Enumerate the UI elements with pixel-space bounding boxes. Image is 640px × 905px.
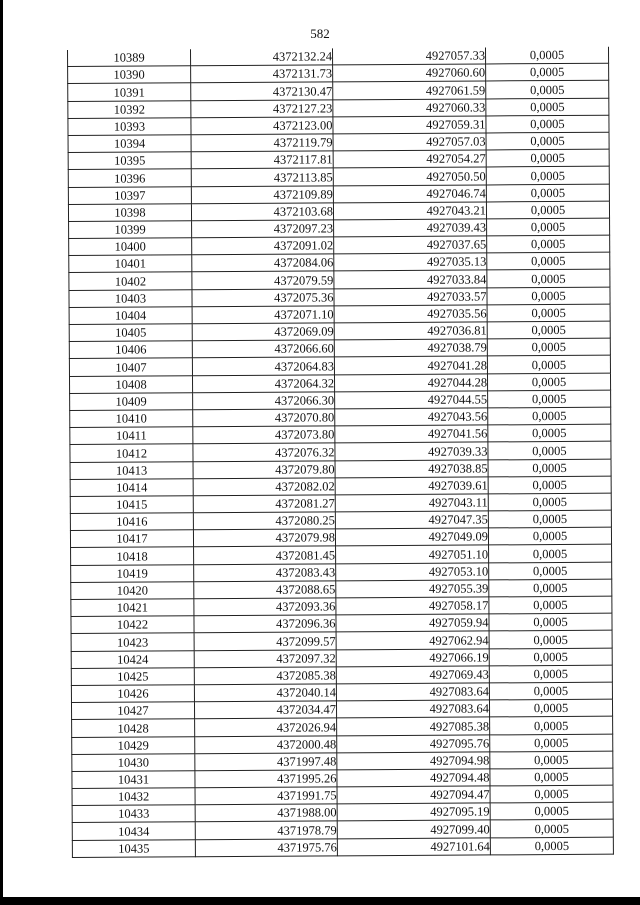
x-coordinate-cell: 4371975.76 [195, 838, 337, 856]
point-number-cell: 10391 [68, 83, 191, 101]
y-coordinate-cell: 4927099.40 [337, 820, 490, 838]
error-cell: 0,0005 [490, 751, 613, 769]
y-coordinate-cell: 4927044.28 [334, 373, 487, 391]
x-coordinate-cell: 4372064.32 [192, 374, 334, 392]
y-coordinate-cell: 4927059.31 [333, 116, 486, 134]
point-number-cell: 10392 [68, 100, 191, 118]
error-cell: 0,0005 [489, 665, 612, 683]
y-coordinate-cell: 4927060.33 [333, 99, 486, 117]
error-cell: 0,0005 [488, 510, 611, 528]
x-coordinate-cell: 4372083.43 [194, 563, 336, 581]
point-number-cell: 10432 [72, 788, 195, 806]
point-number-cell: 10395 [68, 152, 191, 170]
error-cell: 0,0005 [487, 356, 610, 374]
point-number-cell: 10411 [70, 427, 193, 445]
y-coordinate-cell: 4927057.03 [333, 133, 486, 151]
point-number-cell: 10430 [72, 753, 195, 771]
error-cell: 0,0005 [489, 699, 612, 717]
x-coordinate-cell: 4372069.09 [192, 323, 334, 341]
x-coordinate-cell: 4372097.32 [194, 649, 336, 667]
error-cell: 0,0005 [487, 218, 610, 236]
y-coordinate-cell: 4927043.11 [335, 494, 488, 512]
point-number-cell: 10407 [69, 358, 192, 376]
point-number-cell: 10398 [68, 203, 191, 221]
x-coordinate-cell: 4371978.79 [195, 821, 337, 839]
x-coordinate-cell: 4372081.45 [194, 546, 336, 564]
point-number-cell: 10402 [69, 272, 192, 290]
point-number-cell: 10435 [72, 839, 195, 857]
error-cell: 0,0005 [488, 476, 611, 494]
error-cell: 0,0005 [485, 47, 608, 64]
error-cell: 0,0005 [486, 63, 609, 81]
error-cell: 0,0005 [488, 493, 611, 511]
x-coordinate-cell: 4372070.80 [193, 409, 335, 427]
y-coordinate-cell: 4927041.28 [334, 356, 487, 374]
error-cell: 0,0005 [486, 201, 609, 219]
error-cell: 0,0005 [486, 167, 609, 185]
y-coordinate-cell: 4927083.64 [336, 700, 489, 718]
point-number-cell: 10401 [69, 255, 192, 273]
error-cell: 0,0005 [488, 459, 611, 477]
error-cell: 0,0005 [486, 149, 609, 167]
point-number-cell: 10394 [68, 135, 191, 153]
y-coordinate-cell: 4927038.79 [334, 339, 487, 357]
point-number-cell: 10431 [72, 771, 195, 789]
y-coordinate-cell: 4927033.57 [334, 288, 487, 306]
y-coordinate-cell: 4927062.94 [336, 631, 489, 649]
y-coordinate-cell: 4927041.56 [335, 425, 488, 443]
x-coordinate-cell: 4372132.24 [190, 48, 332, 66]
error-cell: 0,0005 [490, 768, 613, 786]
x-coordinate-cell: 4372085.38 [194, 667, 336, 685]
y-coordinate-cell: 4927038.85 [335, 459, 488, 477]
y-coordinate-cell: 4927095.19 [337, 803, 490, 821]
x-coordinate-cell: 4372117.81 [191, 151, 333, 169]
error-cell: 0,0005 [487, 321, 610, 339]
y-coordinate-cell: 4927057.33 [332, 47, 485, 65]
x-coordinate-cell: 4372096.36 [194, 615, 336, 633]
point-number-cell: 10419 [71, 564, 194, 582]
x-coordinate-cell: 4372040.14 [194, 684, 336, 702]
x-coordinate-cell: 4372034.47 [194, 701, 336, 719]
point-number-cell: 10390 [68, 66, 191, 84]
x-coordinate-cell: 4372071.10 [192, 306, 334, 324]
error-cell: 0,0005 [487, 270, 610, 288]
error-cell: 0,0005 [489, 682, 612, 700]
point-number-cell: 10412 [70, 444, 193, 462]
y-coordinate-cell: 4927066.19 [336, 648, 489, 666]
point-number-cell: 10422 [71, 616, 194, 634]
x-coordinate-cell: 4372064.83 [192, 357, 334, 375]
point-number-cell: 10417 [70, 530, 193, 548]
y-coordinate-cell: 4927047.35 [335, 511, 488, 529]
y-coordinate-cell: 4927069.43 [336, 666, 489, 684]
point-number-cell: 10423 [71, 633, 194, 651]
point-number-cell: 10420 [71, 582, 194, 600]
x-coordinate-cell: 4372076.32 [193, 443, 335, 461]
error-cell: 0,0005 [490, 716, 613, 734]
point-number-cell: 10425 [71, 667, 194, 685]
coordinates-table [67, 47, 614, 858]
point-number-cell: 10403 [69, 289, 192, 307]
point-number-cell: 10396 [68, 169, 191, 187]
error-cell: 0,0005 [486, 132, 609, 150]
point-number-cell: 10406 [69, 341, 192, 359]
point-number-cell: 10408 [69, 375, 192, 393]
x-coordinate-cell: 4372084.06 [192, 254, 334, 272]
y-coordinate-cell: 4927039.61 [335, 477, 488, 495]
point-number-cell: 10429 [72, 736, 195, 754]
y-coordinate-cell: 4927094.47 [337, 786, 490, 804]
point-number-cell: 10410 [70, 410, 193, 428]
y-coordinate-cell: 4927035.56 [334, 305, 487, 323]
x-coordinate-cell: 4372097.23 [192, 220, 334, 238]
error-cell: 0,0005 [486, 81, 609, 99]
point-number-cell: 10416 [70, 513, 193, 531]
error-cell: 0,0005 [490, 785, 613, 803]
x-coordinate-cell: 4372130.47 [191, 82, 333, 100]
y-coordinate-cell: 4927043.21 [333, 202, 486, 220]
error-cell: 0,0005 [489, 631, 612, 649]
error-cell: 0,0005 [488, 527, 611, 545]
error-cell: 0,0005 [488, 424, 611, 442]
error-cell: 0,0005 [489, 648, 612, 666]
point-number-cell: 10415 [70, 496, 193, 514]
x-coordinate-cell: 4372093.36 [194, 598, 336, 616]
y-coordinate-cell: 4927053.10 [336, 563, 489, 581]
point-number-cell: 10409 [70, 392, 193, 410]
x-coordinate-cell: 4372082.02 [193, 478, 335, 496]
x-coordinate-cell: 4372079.59 [192, 271, 334, 289]
page-number: 582 [310, 26, 330, 41]
x-coordinate-cell: 4372123.00 [191, 117, 333, 135]
y-coordinate-cell: 4927083.64 [336, 683, 489, 701]
y-coordinate-cell: 4927039.43 [334, 219, 487, 237]
x-coordinate-cell: 4372088.65 [194, 581, 336, 599]
x-coordinate-cell: 4372073.80 [193, 426, 335, 444]
x-coordinate-cell: 4372075.36 [192, 288, 334, 306]
y-coordinate-cell: 4927043.56 [335, 408, 488, 426]
y-coordinate-cell: 4927085.38 [337, 717, 490, 735]
point-number-cell: 10405 [69, 324, 192, 342]
point-number-cell: 10397 [68, 186, 191, 204]
error-cell: 0,0005 [486, 98, 609, 116]
y-coordinate-cell: 4927051.10 [336, 545, 489, 563]
point-number-cell: 10389 [67, 49, 190, 66]
scan-edge-bottom [0, 897, 640, 905]
x-coordinate-cell: 4372079.80 [193, 460, 335, 478]
y-coordinate-cell: 4927044.55 [335, 391, 488, 409]
error-cell: 0,0005 [487, 252, 610, 270]
y-coordinate-cell: 4927050.50 [333, 167, 486, 185]
scan-edge-left [0, 0, 3, 905]
x-coordinate-cell: 4371991.75 [195, 787, 337, 805]
x-coordinate-cell: 4372103.68 [191, 203, 333, 221]
y-coordinate-cell: 4927059.94 [336, 614, 489, 632]
x-coordinate-cell: 4372127.23 [191, 99, 333, 117]
error-cell: 0,0005 [490, 734, 613, 752]
error-cell: 0,0005 [489, 613, 612, 631]
x-coordinate-cell: 4372081.27 [193, 495, 335, 513]
point-number-cell: 10399 [69, 221, 192, 239]
y-coordinate-cell: 4927039.33 [335, 442, 488, 460]
y-coordinate-cell: 4927101.64 [337, 838, 490, 856]
point-number-cell: 10413 [70, 461, 193, 479]
error-cell: 0,0005 [487, 287, 610, 305]
y-coordinate-cell: 4927094.48 [337, 769, 490, 787]
error-cell: 0,0005 [490, 837, 613, 855]
x-coordinate-cell: 4372113.85 [191, 168, 333, 186]
error-cell: 0,0005 [488, 441, 611, 459]
y-coordinate-cell: 4927060.60 [333, 64, 486, 82]
point-number-cell: 10393 [68, 117, 191, 135]
point-number-cell: 10424 [71, 650, 194, 668]
y-coordinate-cell: 4927036.81 [334, 322, 487, 340]
error-cell: 0,0005 [486, 184, 609, 202]
error-cell: 0,0005 [490, 820, 613, 838]
error-cell: 0,0005 [488, 407, 611, 425]
x-coordinate-cell: 4371988.00 [195, 804, 337, 822]
point-number-cell: 10404 [69, 307, 192, 325]
y-coordinate-cell: 4927094.98 [337, 752, 490, 770]
point-number-cell: 10400 [69, 238, 192, 256]
error-cell: 0,0005 [488, 390, 611, 408]
error-cell: 0,0005 [489, 596, 612, 614]
y-coordinate-cell: 4927033.84 [334, 270, 487, 288]
y-coordinate-cell: 4927035.13 [334, 253, 487, 271]
point-number-cell: 10426 [71, 685, 194, 703]
x-coordinate-cell: 4372066.60 [192, 340, 334, 358]
y-coordinate-cell: 4927054.27 [333, 150, 486, 168]
point-number-cell: 10414 [70, 478, 193, 496]
point-number-cell: 10428 [72, 719, 195, 737]
error-cell: 0,0005 [490, 802, 613, 820]
x-coordinate-cell: 4371995.26 [195, 770, 337, 788]
x-coordinate-cell: 4372026.94 [195, 718, 337, 736]
error-cell: 0,0005 [487, 338, 610, 356]
x-coordinate-cell: 4372119.79 [191, 134, 333, 152]
y-coordinate-cell: 4927055.39 [336, 580, 489, 598]
x-coordinate-cell: 4372080.25 [193, 512, 335, 530]
y-coordinate-cell: 4927046.74 [333, 184, 486, 202]
point-number-cell: 10434 [72, 822, 195, 840]
x-coordinate-cell: 4372000.48 [195, 735, 337, 753]
y-coordinate-cell: 4927049.09 [335, 528, 488, 546]
error-cell: 0,0005 [489, 545, 612, 563]
x-coordinate-cell: 4371997.48 [195, 753, 337, 771]
point-number-cell: 10418 [71, 547, 194, 565]
point-number-cell: 10427 [71, 702, 194, 720]
table-row [72, 837, 613, 857]
error-cell: 0,0005 [487, 235, 610, 253]
error-cell: 0,0005 [487, 373, 610, 391]
y-coordinate-cell: 4927058.17 [336, 597, 489, 615]
x-coordinate-cell: 4372091.02 [192, 237, 334, 255]
x-coordinate-cell: 4372109.89 [191, 185, 333, 203]
point-number-cell: 10433 [72, 805, 195, 823]
coordinates-table-body [67, 47, 613, 858]
y-coordinate-cell: 4927061.59 [333, 81, 486, 99]
x-coordinate-cell: 4372079.98 [193, 529, 335, 547]
error-cell: 0,0005 [486, 115, 609, 133]
x-coordinate-cell: 4372131.73 [191, 65, 333, 83]
error-cell: 0,0005 [489, 579, 612, 597]
x-coordinate-cell: 4372066.30 [193, 392, 335, 410]
y-coordinate-cell: 4927095.76 [337, 734, 490, 752]
x-coordinate-cell: 4372099.57 [194, 632, 336, 650]
error-cell: 0,0005 [487, 304, 610, 322]
y-coordinate-cell: 4927037.65 [334, 236, 487, 254]
error-cell: 0,0005 [489, 562, 612, 580]
point-number-cell: 10421 [71, 599, 194, 617]
